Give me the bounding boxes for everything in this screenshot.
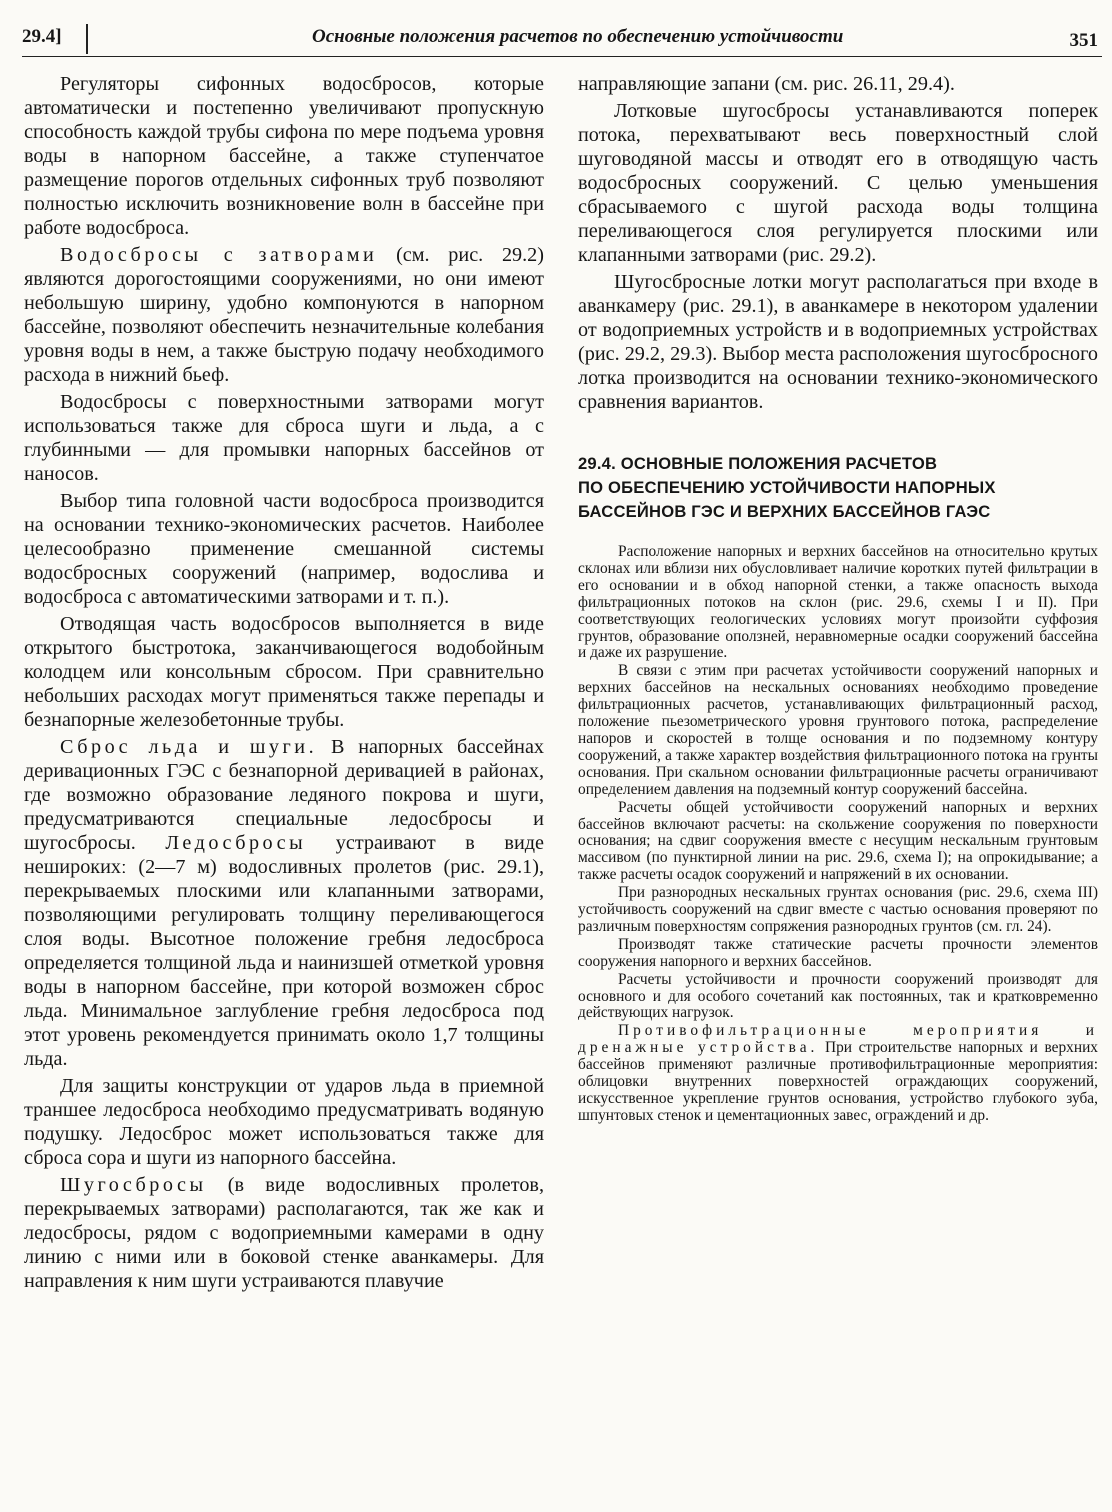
paragraph (24, 1173, 544, 1293)
paragraph-text: устраивают в виде неширокихː (2—7 м) водосливных пролетов (рис. 29.1), перекрываемых плоскими или клапанными затворами, позволяющими регулировать толщину переливающегося слоя воды. Высотное положение гребня ледосброса определяется толщиной льда и наинизшей отметкой уровня воды в напорном бассейне, при которой возможен сброс льда. Минимальное заглубление гребня ледосброса под этот уровень рекомендуется принимать около 1,7 толщины льда. (24, 832, 544, 1070)
paragraph-text: (в виде водосливных пролетов, перекрываемых затворами) располагаются, так же как и ледосбросы, рядом с водоприемными камерами в одну линию с ними или в боковой стенке аванкамеры. Для направления к ним шуги устраиваются плавучие (24, 1174, 544, 1292)
paragraph: Водосбросы с поверхностными затворами могут использоваться также для сброса шуги и льда, а с глубинными — для промывки напорных бассейнов от наносов. (24, 391, 544, 485)
paragraph: направляющие запани (см. рис. 26.11, 29.4). (578, 73, 955, 95)
spaced-term: Водосбросы с затворами (60, 244, 378, 266)
spaced-term: Сброс льда и шуги. (60, 736, 318, 758)
paragraph: Регуляторы сифонных водосбросов, которые автоматически и постепенно увеличивают пропускную способность каждой трубы сифона по мере подъема уровня воды в напорном бассейне, а также ступенчатое размещение порогов отдельных сифонных труб позволяют полностью исключить возникновение волн в бассейне при работе водосброса. (24, 73, 544, 239)
paragraph: Отводящая часть водосбросов выполняется в виде открытого быстротока, заканчивающегося водобойным колодцем или консольным сбросом. При сравнительно небольших расходах могут применяться также перепады и безнапорные железобетонные трубы. (24, 613, 544, 731)
small-print-text (578, 544, 1098, 1125)
paragraph: Лотковые шугосбросы устанавливаются поперек потока, перехватывают весь поверхностный слой шуговодяной массы и отводят его в отводящую часть водосбросных сооружений. С целью уменьшения сбрасываемого с шугой расхода воды толщина переливающегося слоя регулируется плоскими или клапанными затворами (рис. 29.2). (578, 100, 1098, 266)
running-title: Основные положения расчетов по обеспечению устойчивости (312, 26, 844, 47)
paragraph: Расчеты устойчивости и прочности сооружений производят для основного и для особого сочетаний как постоянных, так и кратковременно действующих нагрузок. (578, 970, 1098, 1022)
running-header (22, 24, 1102, 57)
spaced-term: Ледосбросы (165, 832, 307, 854)
paragraph: В связи с этим при расчетах устойчивости сооружений напорных и верхних бассейнов на нескальных основаниях необходимо проведение фильтрационных расчетов, устанавливающих фильтрационный расход, положение пьезометрического уровня грунтового потока, распределение напоров и скоростей в толще основания и по подземному контуру сооружений, а также характер воздействия фильтрационного потока на грунты основания. При скальном основании фильтрационные расчеты ограничивают определением давления на подземный контур сооружений бассейна. (578, 662, 1098, 798)
paragraph: Расчеты общей устойчивости сооружений напорных и верхних бассейнов включают расчеты: на скольжение сооружения по поверхности основания; на сдвиг сооружения вместе с несущим нескальным грунтовым массивом (по пунктирной линии на рис. 29.6, схема I); на опрокидывание; а также расчеты осадок сооружений и напряжений в их основании. (578, 798, 1098, 884)
section-number: 29.4] (22, 26, 62, 47)
page-number: 351 (1069, 30, 1098, 51)
header-divider (86, 24, 88, 54)
paragraph-text: (см. рис. 29.2) являются дорогостоящими сооружениями, но они имеют небольшую ширину, удобно компонуются в напорном бассейне, позволяют обеспечить незначительные колебания уровня воды в нем, а также быструю подачу необходимого расхода в нижний бьеф. (24, 244, 544, 386)
paragraph-text: В напорных бассейнах деривационных ГЭС с безнапорной деривацией в районах, где возможно образование ледяного покрова и шуги, предусматриваются специальные ледосбросы и шугосбросы. (24, 736, 544, 854)
paragraph: При разнородных нескальных грунтах основания (рис. 29.6, схема III) устойчивость сооружений на сдвиг вместе с частью основания проверяют по различным поверхностям сопряжения разнородных грунтов (см. гл. 24). (578, 884, 1098, 935)
paragraph (24, 735, 544, 1071)
paragraph (578, 1023, 1098, 1124)
spaced-term: Противофильтрационные мероприятия и дренажные устройства. (578, 1022, 1098, 1057)
left-column (24, 72, 544, 1296)
section-heading: 29.4. ОСНОВНЫЕ ПОЛОЖЕНИЯ РАСЧЕТОВ ПО ОБЕСПЕЧЕНИЮ УСТОЙЧИВОСТИ НАПОРНЫХ БАССЕЙНОВ ГЭС И ВЕРХНИХ БАССЕЙНОВ ГАЭС (578, 454, 996, 521)
paragraph: Для защиты конструкции от ударов льда в приемной траншее ледосброса необходимо предусматривать водяную подушку. Ледосброс может использоваться также для сброса сора и шуги из напорного бассейна. (24, 1075, 544, 1169)
spaced-term: Шугосбросы (60, 1174, 207, 1196)
paragraph (24, 243, 544, 387)
paragraph-text: При строительстве напорных и верхних бассейнов применяют различные противофильтрационные мероприятия: облицовки внутренних поверхностей ограждающих сооружений, искусственное укрепление грунтов основания, устройство глубокого зуба, шпунтовых стенок и цементационных завес, ограждений и др. (578, 1039, 1099, 1124)
paragraph: Производят также статические расчеты прочности элементов сооружения напорного и верхних бассейнов. (578, 935, 1098, 970)
right-column (578, 72, 1098, 1126)
right-main-text (578, 72, 1098, 414)
paragraph: Шугосбросные лотки могут располагаться при входе в аванкамеру (рис. 29.1), в аванкамере в некотором удалении от водоприемных устройств и в водоприемных устройствах (рис. 29.2, 29.3). Выбор места расположения шугосбросного лотка производится на основании технико-экономического сравнения вариантов. (578, 271, 1098, 413)
paragraph: Выбор типа головной части водосброса производится на основании технико-экономических расчетов. Наиболее целесообразно применение смешанной системы водосбросных сооружений (например, водослива и водосброса с автоматическими затворами и т. п.). (24, 490, 544, 608)
paragraph: Расположение напорных и верхних бассейнов на относительно крутых склонах или вблизи них обусловливает наличие коротких путей фильтрации в его основании и в обход напорной стенки, а также опасность выхода фильтрационных потоков на склон (рис. 29.6, схемы I и II). При соответствующих геологических условиях могут произойти суффозия грунтов, образование оползней, неравномерные осадки сооружений бассейна и даже их разрушение. (578, 543, 1098, 662)
